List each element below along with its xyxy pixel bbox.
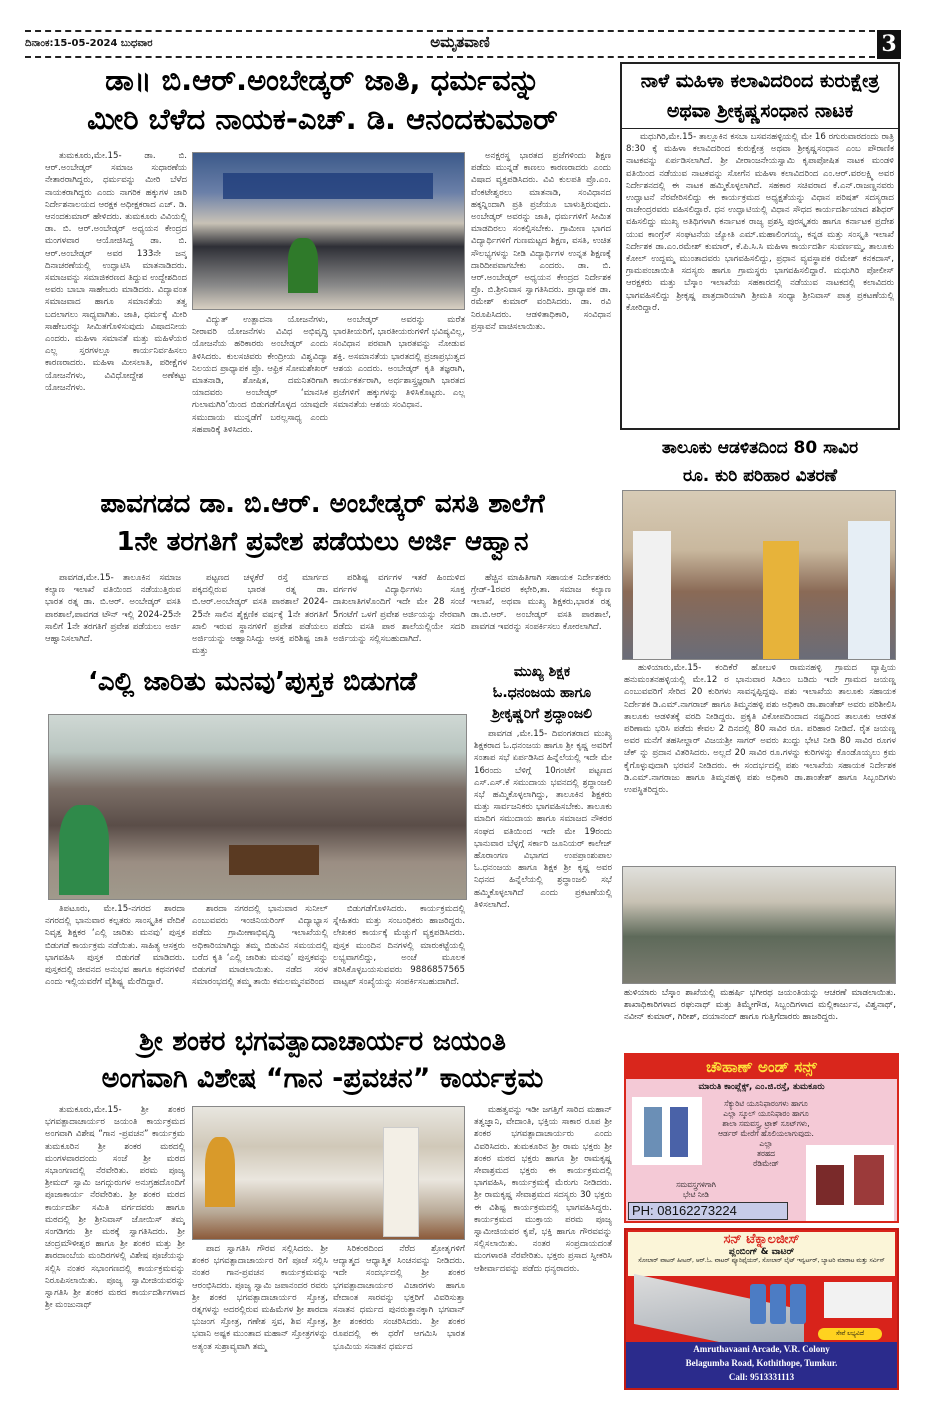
- ad-title: ಸನ್ ಟೆಕ್ನಾಲಜೀಸ್: [723, 1232, 800, 1247]
- ad-text: ರೆಡಿಮೇಡ್: [753, 1159, 779, 1168]
- headline-tribute: [472, 662, 612, 725]
- school-kids-image: [806, 1145, 894, 1221]
- person: [763, 541, 799, 660]
- body-text: ಪಾದ ಸ್ವಾಗತಿಸಿ ಗೌರವ ಸಲ್ಲಿಸಿದರು. ಶ್ರೀ ಶಂಕರ ಭಗವತ್ಪಾದಾಚಾರ್ಯರ ರಿಗೆ ಪೂಜೆ ಸಲ್ಲಿಸಿ ನಂತರ ಗಾನ-ಪ್ರವಚನ ಕಾರ್ಯಕ್ರಮವನ್ನು ಆರಂಭಿಸಿದರು. ಪೂಜ್ಯ ಸ್ವಾಮಿ ಜಪಾನಂದರ ರವರು ಶ್ರೀ ಶಂಕರ ಭಗವತ್ಪಾದಾಚಾರ್ಯರ ಸ್ತೋತ್ರ, ರತ್ನಗಳನ್ನು ಅದರಲ್ಲಿರುವ ಮಹಿಮೆಗಳ ಶ್ರೀ ಶಾರದಾ ಭುಜಂಗ ಸ್ತೋತ್ರ, ಗಣೇಶ ಸ್ತವ, ಶಿವ ಸ್ತೋತ್ರ, ಭವಾನಿ ಅಷ್ಟಕ ಮುಂತಾದ ಮಹಾನ್ ಸ್ತೋತ್ರಗಳನ್ನು ಅತ್ಯಂತ ಸುಶ್ರಾವ್ಯವಾಗಿ ತಮ್ಮ: [192, 1244, 328, 1352]
- body-text: ವಿದ್ಯುತ್ ಉತ್ಪಾದನಾ ಯೋಜನೆಗಳು, ನೀರಾವರಿ ಯೋಜನೆಗಳು ವಿವಿಧ ಅಭಿವೃದ್ಧಿ ಯೋಜನೆಯ ಹರಿಕಾರರು ಅಂಬೇಡ್ಕರ್ ಎಂದು ತಿಳಿಸಿದರು. ಕುಲಸಚಿವರು ಕೇಂದ್ರೀಯ ವಿಶ್ವವಿದ್ಯಾ ನಿಲಯದ ಪ್ರಾಧ್ಯಾಪಕ ಪ್ರೊ. ಆಫ್ರಿಕ ಸೋಮಶೇಖರ್ ಮಾತನಾಡಿ, ಶೋಷಿತ, ದಮನಿತರಿಗಾಗಿ ಯಾದವರು ಅಂಬೇಡ್ಕರ್ ‘ಮಾನಸಿಕ ಗುಲಾಮಗಿರಿ’ಯಿಂದ ಬಿಡುಗಡೆಗೊಳ್ಳದ ಯಾವುದೇ ಸಮುದಾಯ ಮುನ್ನಡೆಗೆ ಬರಲ್ಲಸಾಧ್ಯ ಎಂದು ಸಹಪಾಠಿಕ್ಕೆ ತಿಳಿಸಿದರು.: [192, 315, 328, 435]
- body-text: ಮಧುಗಿರಿ,ಮೇ.15- ತಾಲ್ಲೂಕಿನ ಕಸಬಾ ಬಸವನಹಳ್ಳಿಯಲ್ಲಿ ಮೇ 16 ರಗುರುವಾರದಂದು ರಾತ್ರಿ 8:30 ಕ್ಕೆ ಮಹಿಳಾ ಕಲಾವಿದರಿಂದ ಕುರುಕ್ಷೇತ್ರ ಅಥವಾ ಶ್ರೀಕೃಷ್ಣಸಂಧಾನ ಎಂಬ ಪೌರಾಣಿಕ ನಾಟಕವನ್ನು ಏರ್ಪಡಿಸಲಾಗಿದೆ. ಶ್ರೀ ವೀರಾಂಜನೇಯಸ್ವಾಮಿ ಕೃಪಾಪೋಷಿತ ನಾಟಕ ಮಂಡಳಿ ವತಿಯಿಂದ ನಡೆಯುವ ನಾಟಕವನ್ನು ಸೋಗೆನ ಮಹಿಳಾ ಕಲಾವಿದರಿಂದ ಎಂ.ಆರ್.ವರಲಕ್ಷ್ಮಿ ಅವರ ನಿರ್ದೇಶನದಲ್ಲಿ ಈ ನಾಟಕ ಹಮ್ಮಿಕೊಳ್ಳಲಾಗಿದೆ. ಸಹಕಾರ ಸಚಿವರಾದ ಕೆ.ಎನ್.ರಾಜಣ್ಣನವರು ಉದ್ಘಾಟನೆ ನೆರವೇರಿಸಲಿದ್ದು ಈ ಕಾರ್ಯಕ್ರಮದ ಅಧ್ಯಕ್ಷತೆಯನ್ನು ವಿಧಾನ ಪರಿಷತ್ ಸದಸ್ಯರಾದ ರಾಜೇಂದ್ರರವರು ವಹಿಸಲಿದ್ದಾರೆ. ಧನ ಉದ್ಘಾಟಿಯಲ್ಲಿ ವಿಧಾನ ಸೌಧದ ಕಾರ್ಯದರ್ಶಿಯಾದ ಶಶಿಧರ್ ವಹಿಸಲಿದ್ದು ಮುಖ್ಯ ಅತಿಥಿಗಳಾಗಿ ಕರ್ನಾಟಕ ರಾಜ್ಯ ಪ್ರಶಸ್ತಿ ಪುರಸ್ಕೃತರು ಹಾಗೂ ಕರ್ನಾಟಕ ಪ್ರದೇಶ ಯುವ ಕಾಂಗ್ರೆಸ್ ಸಂಘಟನೆಯ ಜ್ಯೋತಿ ಎಮ್.ಮಹಾಲಿಂಗಯ್ಯ, ಕನ್ನಡ ಮತ್ತು ಸಂಸ್ಕೃತಿ ಇಲಾಖೆ ನಿರ್ದೇಶಕ ಡಾ.ಎಂ.ರಮೇಶ್ ಕುಮಾರ್, ಕೆ.ಪಿ.ಸಿ.ಸಿ ಮಹಿಳಾ ಕಾರ್ಯದರ್ಶಿ ಸುವರ್ಣಮ್ಮ, ತಾಲೂಕು ಕೋಲ್ ಉದ್ದಮ್ಮ ಮುಂತಾದವರು ಭಾಗವಹಿಸಲಿದ್ದು, ಪ್ರಧಾನ ವ್ಯವಸ್ಥಾಪಕ ರಮೇಶ್ ಕನಕದಾಸ್, ಗ್ರಾಮಪಂಚಾಯಿತಿ ಸದಸ್ಯರು ಹಾಗೂ ಗ್ರಾಮಸ್ಥರು ಭಾಗವಹಿಸಲಿದ್ದಾರೆ. ಮಧುಗಿರಿ ಪೋಲೀಸ್ ಆರಕ್ಷಕರು ಮತ್ತು ಬೆಸ್ಕಾಂ ಇಲಾಖೆಯ ಸಹಕಾರದಲ್ಲಿ ನಡೆಯುವ ನಾಟಕದಲ್ಲಿ ಕಲಾವಿದರು ಭಾಗವಹಿಸಲಿದ್ದು ಶ್ರೀಕೃಷ್ಣ ಪಾತ್ರದಾರಿಯಾಗಿ ಶ್ರೀಮತಿ ಸಂಧ್ಯಾ ಶ್ರೀನಿವಾಸ್ ಪಾತ್ರ ಪ್ರಕಟಣೆಯಲ್ಲಿ ಕೋರಿದ್ದಾರೆ.: [626, 132, 894, 313]
- filter-image: [770, 1284, 786, 1324]
- ad-address: Amruthavaani Arcade, V.R. Colony: [693, 1344, 830, 1354]
- filter-image: [790, 1284, 806, 1324]
- ad-text: ತರಹದ: [757, 1149, 775, 1158]
- body-text: ತುಮಕೂರು,ಮೇ.15- ಶ್ರೀ ಶಂಕರ ಭಗವತ್ಪಾದಾಚಾರ್ಯರ ಜಯಂತಿ ಕಾರ್ಯಕ್ರಮದ ಅಂಗವಾಗಿ ವಿಶೇಷ “ಗಾನ -ಪ್ರವಚನ” ಕಾರ್ಯಕ್ರಮ ತುಮಕೂರಿನ ಶ್ರೀ ಶಂಕರ ಮಠದಲ್ಲಿ ಮಂಗಳವಾರದಂದು ಸಂಜೆ ಶ್ರೀ ಮಠದ ಸಭಾಂಗಣದಲ್ಲಿ ನೆರವೇರಿತು. ಪರಮ ಪೂಜ್ಯ ಶ್ರೀಮದ್ ಸ್ವಾಮಿ ಜಗದ್ಗುರುಗಳ ಅನುಗ್ರಹದೊಂದಿಗೆ ಪೂಜಾಕಾರ್ಯ ನೆರವೇರಿತು. ಶ್ರೀ ಶಂಕರ ಮಠದ ಕಾರ್ಯದರ್ಶಿ ಸಮಿತಿ ವರ್ಗದವರು ಹಾಗೂ ಮಠದಲ್ಲಿ ಶ್ರೀ ಶ್ರೀನಿವಾಸ್ ಜೋಯಿಸ್ ತಮ್ಮ ಸಂಗಡಿಗರು ಶ್ರೀ ಮಠಕ್ಕೆ ಸ್ವಾಗತಿಸಿದರು. ಶ್ರೀ ಚಂದ್ರಮೌಳೀಶ್ವರ ಹಾಗೂ ಶ್ರೀ ಶಂಕರ ಮತ್ತು ಶ್ರೀ ಶಾರದಾಂಬೆಯ ಮಂದಿರಗಳಲ್ಲಿ ವಿಶೇಷ ಪೂಜೆಯನ್ನು ಸಲ್ಲಿಸಿ ನಂತರ ಸಭಾಂಗಣದಲ್ಲಿ ಕಾರ್ಯಕ್ರಮವನ್ನು ನಿರೂಪಿಸಲಾಯಿತು. ಪೂಜ್ಯ ಸ್ವಾಮೀಜಿಯವರನ್ನು ಸ್ವಾಗತಿಸಿ ಶ್ರೀ ಶಂಕರ ಮಠದ ಕಾರ್ಯದರ್ಶಿಗಳಾದ ಶ್ರೀ ಮಂಜುನಾಥ್: [45, 1105, 185, 1311]
- headline-line: ಪಾವಗಡದ ಡಾ. ಬಿ.ಆರ್. ಅಂಬೇಡ್ಕರ್ ವಸತಿ ಶಾಲೆಗೆ: [100, 489, 545, 519]
- body-text: ಸಿರಿಕಂಠದಿಂದ ನೆರೆದ ಶ್ರೋತೃಗಳಿಗೆ ಆದ್ಯಾತ್ಮದ ಆಧ್ಯಾತ್ಮಿಕ ಸಿಂಚನವನ್ನು ನೀಡಿದರು. ಇದೇ ಸಂದರ್ಭದಲ್ಲಿ ಶ್ರೀ ಶಂಕರ ಭಗವತ್ಪಾದಾಚಾರ್ಯರ ವಿಚಾರಗಳು ಹಾಗೂ ವೇದಾಂತ ಸಾರವನ್ನು ಭಕ್ತರಿಗೆ ವಿವರಿಸುತ್ತಾ ಸನಾತನ ಧರ್ಮದ ಪುನರುತ್ಥಾನಕ್ಕಾಗಿ ಭಗವಾನ್ ಶ್ರೀ ಶಂಕರರು ಸಂಚರಿಸಿದರು. ಶ್ರೀ ಶಂಕರ ರೂಪದಲ್ಲಿ ಈ ಧರೆಗೆ ಆಗಮಿಸಿ ಭಾರತ ಭೂಮಿಯ ಸನಾತನ ಧರ್ಮದ: [333, 1244, 465, 1352]
- article-drama-body: [626, 131, 894, 427]
- article-shankara-col1: [45, 1104, 185, 1392]
- person: [59, 805, 109, 895]
- ad-sun-technologies[interactable]: [624, 1228, 899, 1390]
- ad-address: ಮಾರುತಿ ಕಾಂಪ್ಲೆಕ್ಸ್, ಎಂ.ಜಿ.ರಸ್ತೆ, ತುಮಕೂರು: [698, 1082, 825, 1092]
- headline-sheep-compensation: [620, 434, 900, 490]
- photo-book-release: [48, 714, 467, 900]
- article-school-col4: [471, 572, 611, 662]
- photo-shankara-event: [192, 1106, 465, 1240]
- top-rule: [25, 30, 875, 32]
- headline-line: ನಾಳೆ ಮಹಿಳಾ ಕಲಾವಿದರಿಂದ ಕುರುಕ್ಷೇತ್ರ: [640, 70, 880, 92]
- photo-compensation-handover: [622, 490, 896, 660]
- ad-footer: [626, 1342, 897, 1388]
- uniform-kids-image: [632, 1097, 702, 1165]
- body-text: ಹೆಚ್ಚಿನ ಮಾಹಿತಿಗಾಗಿ ಸಹಾಯಕ ನಿರ್ದೇಶಕರು ಗ್ರೇಡ್-1ರವರ ಕಛೇರಿ,ತಾ. ಸಮಾಜ ಕಲ್ಯಾಣ ಇಲಾಖೆ, ಅಥವಾ ಮುಖ್ಯ ಶಿಕ್ಷಕರು,ಭಾರತ ರತ್ನ ಡಾ.ಬಿ.ಆರ್. ಅಂಬೇಡ್ಕರ್ ವಸತಿ ಪಾಠಶಾಲೆ, ಪಾವಗಡ ಇವರನ್ನು ಸಂಪರ್ಕಿಸಲು ಕೋರಲಾಗಿದೆ.: [471, 573, 611, 632]
- article-ambedkar-col4: [471, 150, 611, 480]
- article-ambedkar-col3: [333, 314, 465, 480]
- headline-line: 1ನೇ ತರಗತಿಗೆ ಪ್ರವೇಶ ಪಡೆಯಲು ಅರ್ಜಿ ಆಹ್ವಾನ: [116, 526, 529, 557]
- body-text: ಅನಕ್ಷರಸ್ಥ ಭಾರತದ ಪ್ರಜೆಗಳಿಂದು ಶಿಕ್ಷಣ ಪಡೆದು ಮುನ್ನಡೆ ಕಾಣಲು ಕಾರಣರಾದರು ಎಂದು ವಿಷಾದ ವ್ಯಕ್ತಪಡಿಸಿದರು. ವಿವಿ ಕುಲಪತಿ ಪ್ರೊ.ಎಂ. ವೆಂಕಟೇಶ್ವರಲು ಮಾತನಾಡಿ, ಸಂವಿಧಾನದ ಹಕ್ಕನ್ನಿಂದಾಗಿ ಪ್ರತಿ ಪ್ರಜೆಯೂ ಬಾಳುತ್ತಿರುವುದು. ಅಂಬೇಡ್ಕರ್ ಅವರನ್ನು ಜಾತಿ, ಧರ್ಮಗಳಿಗೆ ಸೀಮಿತ ಮಾಡದಿರಲು ಸಂಕಲ್ಪಿಸಬೇಕು. ಗ್ರಾಮೀಣ ಭಾಗದ ವಿದ್ಯಾರ್ಥಿಗಳಿಗೆ ಗುಣಮಟ್ಟದ ಶಿಕ್ಷಣ, ವಸತಿ, ಉಚಿತ ಸೌಲಭ್ಯಗಳನ್ನು ನೀಡಿ ವಿದ್ಯಾರ್ಥಿಗಳ ಉನ್ನತ ಶಿಕ್ಷಣಕ್ಕೆ ದಾರಿದೀಪವಾಗಬೇಕು ಎಂದರು. ಡಾ. ಬಿ. ಆರ್.ಅಂಬೇಡ್ಕರ್ ಅಧ್ಯಯನ ಕೇಂದ್ರದ ನಿರ್ದೇಶಕ ಪ್ರೊ. ಬಿ.ಶ್ರೀನಿವಾಸ ಸ್ವಾಗತಿಸಿದರು. ಪ್ರಾಧ್ಯಾಪಕ ಡಾ. ರಮೇಶ್ ಕುಮಾರ್ ವಂದಿಸಿದರು. ಡಾ. ರವಿ ನಿರೂಪಿಸಿದರು. ಆಡಳಿತಾಧಿಕಾರಿ, ಸಂವಿಧಾನ ಪ್ರಸ್ತಾವನೆ ವಾಚಿಸಲಾಯಿತು.: [471, 151, 611, 332]
- ad-subtitle: ಪ್ಲಂಬಿಂಗ್ & ವಾಟರ್: [728, 1247, 795, 1257]
- headline-line: ಶ್ರೀ ಶಂಕರ ಭಗವತ್ಪಾದಾಚಾರ್ಯರ ಜಯಂತಿ: [139, 1026, 506, 1057]
- ad-visit-text: [646, 1180, 746, 1200]
- article-shankara-col2: [192, 1243, 328, 1391]
- article-ambedkar-col2: [192, 314, 328, 480]
- headline-line: ತಾಲೂಕು ಆಡಳಿತದಿಂದ 80 ಸಾವಿರ: [661, 438, 859, 458]
- person: [848, 521, 890, 660]
- article-compensation-body: [624, 662, 896, 862]
- issue-date: ದಿನಾಂಕ:15-05-2024 ಬುಧವಾರ: [25, 38, 153, 49]
- headline-line: ಶ್ರೀಕೃಷ್ಣರಿಗೆ ಶ್ರದ್ಧಾಂಜಲಿ: [491, 706, 593, 722]
- headline-drama: [622, 66, 898, 126]
- body-text: ಮಹತ್ವವನ್ನು ಇಡೀ ಜಗತ್ತಿಗೆ ಸಾರಿದ ಮಹಾನ್ ತತ್ವಜ್ಞಾನಿ, ವೇದಾಂತಿ, ಭಕ್ತಿಯ ಸಾಕಾರ ರೂಪ ಶ್ರೀ ಶಂಕರ ಭಗವತ್ಪಾದಾಚಾರ್ಯರು ಎಂದು ವಿವರಿಸಿದರು. ತುಮಕೂರಿನ ಶ್ರೀ ರಾಮ ಭಕ್ತರು ಶ್ರೀ ಶಂಕರ ಮಠದ ಭಕ್ತರು ಹಾಗೂ ಶ್ರೀ ರಾಮಕೃಷ್ಣ ಸೇವಾಶ್ರಮದ ಭಕ್ತರು ಈ ಕಾರ್ಯಕ್ರಮದಲ್ಲಿ ಭಾಗವಹಿಸಿ, ಕಾರ್ಯಕ್ರಮಕ್ಕೆ ಮೆರುಗು ನೀಡಿದರು. ಶ್ರೀ ರಾಮಕೃಷ್ಣ ಸೇವಾಶ್ರಮದ ಸದಸ್ಯರು 30 ಭಕ್ತರು ಈ ವಿಶಿಷ್ಟ ಕಾರ್ಯಕ್ರಮದಲ್ಲಿ ಭಾಗವಹಿಸಿದ್ದರು. ಕಾರ್ಯಕ್ರಮದ ಮುಕ್ತಾಯ ಪರಮ ಪೂಜ್ಯ ಸ್ವಾಮೀಜಿಯವರ ಕೃಪೆ, ಭಕ್ತಿ ಹಾಗೂ ಗೌರವವನ್ನು ಸಲ್ಲಿಸಲಾಯಿತು. ನಂತರ ಸಂಪ್ರದಾಯದಂತೆ ಮಂಗಳಾರತಿ ನೆರವೇರಿತು. ಭಕ್ತರು ಪ್ರಸಾದ ಸ್ವೀಕರಿಸಿ ಆಶೀರ್ವಾದವನ್ನು ಪಡೆದು ಧನ್ಯರಾದರು.: [474, 1105, 612, 1274]
- body-text: ಹುಳಿಯಾರು,ಮೇ.15- ಕಂದಿಕೆರೆ ಹೋಬಳಿ ರಾಮನಹಳ್ಳಿ ಗ್ರಾಮದ ವ್ಯಾಪ್ತಿಯ ಹನುಮಂತನಹಳ್ಳಿಯಲ್ಲಿ ಮೇ.12 ರ ಭಾನುವಾರ ಸಿಡಿಲು ಬಡಿದು ಇದೇ ಗ್ರಾಮದ ಜಯಣ್ಣ ಎಂಬುವವರಿಗೆ ಸೇರಿದ 20 ಕುರಿಗಳು ಸಾವನ್ನಪ್ಪಿದ್ದವು. ಪಶು ಇಲಾಖೆಯ ತಾಲೂಕು ಸಹಾಯಕ ನಿರ್ದೇಶಕ ಡಿ.ಎಮ್.ನಾಗರಾಜ್ ಹಾಗೂ ತಿಮ್ಮನಹಳ್ಳಿ ಪಶು ಅಧಿಕಾರಿ ಡಾ.ಶಾಂತೇಶ್ ಅವರು ಪರಿಶೀಲಿಸಿ ತಾಲೂಕು ಆಡಳಿತಕ್ಕೆ ವರದಿ ನೀಡಿದ್ದರು. ಪ್ರಕೃತಿ ವಿಕೋಪದಿಂದಾದ ನಷ್ಟದಿಂದ ತಾಲೂಕು ಆಡಳಿತ ಪರಿಣಾಮ ಭರಿಸಿ ಪಡೆದು ಕೇವಲ 2 ದಿನದಲ್ಲಿ 80 ಸಾವಿರ ರೂ. ಪರಿಹಾರ ನೀಡಿದೆ. ರೈತ ಜಯಣ್ಣ ಅವರ ಮನೆಗೆ ತಹಸೀಲ್ದಾರ್ ವಿಜಯಶ್ರೀ ಸಾಗರ್ ಅವರು ಖುದ್ದು ಭೇಟಿ ನೀಡಿ 80 ಸಾವಿರ ರೂಗಳ ಚೆಕ್ ನ್ನು ಪ್ರದಾನ ವಿತರಿಸಿದರು. ಅಲ್ಲದೆ 20 ಸಾವಿರ ರೂ.ಗಳನ್ನು ಕುರಿಗಳನ್ನು ಕೊಂಡೊಯ್ಯಲು ಕ್ರಮ ಕೈಗೊಳ್ಳುವುದಾಗಿ ಭರವಸೆ ನೀಡಿದರು. ಈ ಸಂದರ್ಭದಲ್ಲಿ ಪಶು ಇಲಾಖೆಯ ಸಹಾಯಕ ನಿರ್ದೇಶಕ ಡಿ.ಎಮ್.ನಾಗರಾಜು ಹಾಗೂ ತಿಮ್ಮನಹಳ್ಳಿ ಪಶು ಅಧಿಕಾರಿ ಡಾ.ಶಾಂತೇಶ್ ಹಾಗೂ ಸಿಬ್ಬಂದಿಗಳು ಉಪಸ್ಥಿತರಿದ್ದರು.: [624, 663, 896, 796]
- body-text: ಪಾವಗಡ ,ಮೇ.15- ದಿವಂಗತರಾದ ಮುಖ್ಯ ಶಿಕ್ಷಕರಾದ ಓ.ಧನಂಜಯ ಹಾಗೂ ಶ್ರೀ ಕೃಷ್ಣ ಅವರಿಗೆ ಸಂತಾಪ ಸಭೆ ಏರ್ಪಡಿಸಿದ ಹಿನ್ನೆಲೆಯಲ್ಲಿ ಇದೇ ಮೇ 16ರಂದು ಬೆಳಿಗ್ಗೆ 10ಗಂಟೆಗೆ ಪಟ್ಟಣದ ಎಸ್.ಎಸ್.ಕೆ ಸಮುದಾಯ ಭವನದಲ್ಲಿ ಶ್ರದ್ಧಾಂಜಲಿ ಸಭೆ ಹಮ್ಮಿಕೊಳ್ಳಲಾಗಿದ್ದು, ತಾಲೂಕಿನ ಶಿಕ್ಷಕರು ಮತ್ತು ಸಾರ್ವಜನಿಕರು ಭಾಗವಹಿಸಬೇಕು. ತಾಲೂಕು ಮಾದಿಗ ಸಮುದಾಯ ಹಾಗೂ ಸಮಾಜದ ನೌಕರರ ಸಂಘದ ವತಿಯಿಂದ ಇದೇ ಮೇ 19ರಂದು ಭಾನುವಾರ ಬೆಳ್ಳಗ್ಗೆ ಸರ್ಕಾರಿ ಜೂನಿಯರ್ ಕಾಲೇಜ್ ಹೊರಾಂಗಣ ವಿಭಾಗದ ಉಪಪ್ರಾಂಶುಪಾಲ ಓ.ಧನಂಜಯ ಹಾಗೂ ಶಿಕ್ಷಕ ಶ್ರೀ ಕೃಷ್ಣ ಅವರ ನಿಧನದ ಹಿನ್ನೆಲೆಯಲ್ಲಿ ಶ್ರದ್ಧಾಂಜಲಿ ಸಭೆ ಹಮ್ಮಿಕೊಳ್ಳಲಾಗಿದೆ ಎಂದು ಪ್ರಕಟಣೆಯಲ್ಲಿ ತಿಳಿಸಲಾಗಿದೆ.: [474, 729, 612, 910]
- deity-altar: [205, 1137, 235, 1207]
- ad-text: ಎಲ್ಲಾ: [759, 1139, 773, 1148]
- body-text: ಪರಿಶಿಷ್ಟ ವರ್ಗಗಳ ಇತರೆ ಹಿಂದುಳಿದ ವರ್ಗಗಳ ವಿದ್ಯಾರ್ಥಿಗಳು ಸೂಕ್ತ ದಾಖಲಾತಿಗಳೊಂದಿಗೆ ಇದೇ ಮೇ 28 ಸಂಜೆ 5ಗಂಟೆಗೆ ಒಳಗೆ ಪ್ರವೇಶ ಅರ್ಜಿಯನ್ನು ನೇರವಾಗಿ ಪಡೆದು ವಸತಿ ಪಾಠ ಶಾಲೆಯಲ್ಲಿಯೇ ಸದರಿ ಅರ್ಜಿಯನ್ನು ಸಲ್ಲಿಸಬಹುದಾಗಿದೆ.: [333, 573, 465, 645]
- newspaper-name: ಅಮೃತವಾಣಿ: [430, 33, 490, 51]
- ad-text: ಎಲ್ಲಾ ಸ್ಕೂಲ್ ಯೂನಿಫಾರಂ ಹಾಗೂ: [723, 1109, 809, 1118]
- ad-text: ಶಾಲಾ ಸಮವಸ್ತ್ರ, ಟ್ರಾಕ್ ಸೂಟ್‌ಗಳು,: [722, 1119, 810, 1128]
- headline-line: ಮೀರಿ ಬೆಳೆದ ನಾಯಕ-ಎಚ್. ಡಿ. ಆನಂದಕುಮಾರ್: [87, 102, 558, 137]
- ad-description: ಸೋಲಾರ್ ವಾಟರ್ ಹೀಟರ್, ಆರ್.ಓ. ವಾಟರ್ ಪ್ಯೂರಿಫೈಯರ್, ಸೋಲಾರ್ ಲೈಟ್ ಇನ್ವರ್ಟರ್, ಬ್ಯಾಟರಿ ಮಾರಾಟ ಮತ್ತು ಸರ್ವಿಸ್: [638, 1257, 885, 1264]
- headline-line: ಓ.ಧನಂಜಯ ಹಾಗೂ: [492, 685, 592, 701]
- body-text: ತುಮಕೂರು,ಮೇ.15- ಡಾ. ಬಿ. ಆರ್.ಅಂಬೇಡ್ಕರ್ ಸಮಾಜ ಸುಧಾರಣೆಯ ನೇತಾರರಾಗಿದ್ದರು, ಧರ್ಮವನ್ನು ಮೀರಿ ಬೆಳೆದ ನಾಯಕರಾಗಿದ್ದರು ಎಂದು ನಾಗರಿಕ ಹಕ್ಕುಗಳ ಜಾರಿ ನಿರ್ದೇಶನಾಲಯದ ಆರಕ್ಷಕ ಅಧೀಕ್ಷಕರಾದ ಎಚ್. ಡಿ. ಆನಂದಕುಮಾರ್ ಹೇಳಿದರು. ತುಮಕೂರು ವಿವಿಯಲ್ಲಿ ಡಾ. ಬಿ. ಆರ್.ಅಂಬೇಡ್ಕರ್ ಅಧ್ಯಯನ ಕೇಂದ್ರದ ಮಂಗಳವಾರ ಆಯೋಜಿಸಿದ್ದ ಡಾ. ಬಿ. ಆರ್.ಅಂಬೇಡ್ಕರ್ ಅವರ 133ನೇ ಜನ್ಮ ದಿನಾಚರಣೆಯಲ್ಲಿ ಉದ್ಘಾಟಿಸಿ ಮಾತನಾಡಿದರು. ಸಮಾಜವನ್ನು ಸಮಾಜಿಕರಣದ ತಿದ್ದುವ ಉದ್ದೇಶದಿಂದ ಅವರು ಬಾಬಾ ಸಾಹೇಬರು ಮಾಡಿದರು. ವಿದ್ಯಾವಂತ ಸಮಾಜವಾದ ಹಾಗೂ ಸಮಾನತೆಯ ತತ್ವ ಬದಲಾಗಲು ಸಾಧ್ಯವಾಗಿತು. ಜಾತಿ, ಧರ್ಮಕ್ಕೆ ಮೀರಿ ಸಾಹೇಬರನ್ನು ಸೀಮಿತಗೊಳಿಸುವುದು ವಿಷಾದನೀಯ ಎಂದರು. ಮಹಿಳಾ ಸಮಾನತೆ ಮತ್ತು ಮಹಿಳೆಯರ ಎಲ್ಲ ಸ್ತರಗಳಲ್ಲೂ ಕಾರ್ಯನಿರ್ವಹಿಸಲು ಕಾರಣರಾದರು. ಮಹಿಳಾ ಮೀಸಲಾತಿ, ಪರೀಕ್ಷೆಗಳ ಯೋಜನೆಗಳು, ವಿವಿಧೋದ್ದೇಶ ಅಣೆಕಟ್ಟು ಯೋಜನೆಗಳು.: [45, 151, 187, 393]
- headline-line: ಮುಖ್ಯ ಶಿಕ್ಷಕ: [513, 664, 571, 680]
- headline-pavagada-school: [30, 490, 615, 558]
- article-book-col2: [192, 903, 328, 1018]
- article-school-col2: [192, 572, 328, 662]
- event-banner: [223, 173, 433, 199]
- page-number: 3: [877, 30, 901, 59]
- ad-badge: ಸೇವೆ ಲಭ್ಯವಿದೆ: [818, 1328, 882, 1340]
- masthead-rule: [25, 56, 875, 58]
- ad-text: ಸೆಕ್ಯುರಿಟಿ ಯೂನಿಫಾರಂಗಳು ಹಾಗೂ: [724, 1099, 808, 1108]
- article-tribute-body: [474, 728, 612, 1020]
- body-text: ಬಿಡುಗಡೆಗೊಳಿಸಿದರು. ಕಾರ್ಯಕ್ರಮದಲ್ಲಿ ಸ್ನೇಹಿತರು ಮತ್ತು ಸಂಬಂಧಿಕರು ಹಾಜರಿದ್ದರು. ಲೇಖಕರ ಕಾರ್ಯಕ್ಕೆ ಮೆಚ್ಚುಗೆ ವ್ಯಕ್ತಪಡಿಸಿದರು. ಪುಸ್ತಕ ಮುಂದಿನ ದಿನಗಳಲ್ಲಿ ಮಾರುಕಟ್ಟೆಯಲ್ಲಿ ಲಭ್ಯವಾಗಲಿದ್ದು, ಅಂಚೆ ಮೂಲಕ ತರಿಸಿಕೊಳ್ಳಬಯಸುವವರು 9886857565 ವಾಟ್ಸಪ್ ಸಂಖ್ಯೆಯನ್ನು ಸಂಪರ್ಕಿಸಬಹುದಾಗಿದೆ.: [333, 904, 465, 988]
- body-text: ಶಾರದಾ ನಗರದಲ್ಲಿ ಭಾನುವಾರ ಸುನೀಲ್ ಎಂಬುವವರು ಇಂಜಿನಿಯರಿಂಗ್ ವಿದ್ಯಾಭ್ಯಾಸ ಪಡೆದು ಗ್ರಾಮೀಣಾಭಿವೃದ್ಧಿ ಇಲಾಖೆಯಲ್ಲಿ ಅಧಿಕಾರಿಯಾಗಿದ್ದು ತಮ್ಮ ಬಿಡುವಿನ ಸಮಯದಲ್ಲಿ ಬರೆದ ಕೃತಿ ‘ಎಲ್ಲಿ ಜಾರಿತು ಮನವು’ ಪುಸ್ತಕವನ್ನು ಬಿಡುಗಡೆ ಮಾಡಲಾಯಿತು. ನಡೆದ ಸರಳ ಸಮಾರಂಭದಲ್ಲಿ ತಮ್ಮ ತಾಯಿ ಕಮಲಮ್ಮನವರಿಂದ: [192, 904, 328, 988]
- article-book-col3: [333, 903, 465, 1018]
- person: [633, 531, 671, 660]
- body-text: ಅಂಬೇಡ್ಕರ್ ಅವರನ್ನು ಮರೆತ ಭಾರತೀಯರಿಗೆ, ಭಾರತೀಯರುಗಳಿಗೆ ಭವಿಷ್ಯವಿಲ್ಲ, ಸಂವಿಧಾನ ಪರವಾಗಿ ಭಾರತವನ್ನು ನೋಡುವ ಶಕ್ತಿ. ಅಸಮಾನತೆಯ ಭಾರತದಲ್ಲಿ ಪ್ರಜಾಪ್ರಭುತ್ವದ ಆಶಯ ಎಂದರು. ಅಂಬೇಡ್ಕರ್ ಕೃತಿ ತಜ್ಞರಾಗಿ, ಕಾರ್ಯಕರ್ತರಾಗಿ, ಅರ್ಥಶಾಸ್ತ್ರಜ್ಞರಾಗಿ ಭಾರತದ ಪ್ರಜೆಗಳಿಗೆ ಹಕ್ಕುಗಳನ್ನು ತಿಳಿಸಿಕೊಟ್ಟರು. ಎಲ್ಲ ಸಮಾನತೆಯ ಆಶಯ ಸಂವಿಧಾನ.: [333, 315, 465, 411]
- article-school-col3: [333, 572, 465, 662]
- article-ambedkar-col1: [45, 150, 187, 480]
- headline-line: ಅಥವಾ ಶ್ರೀಕೃಷ್ಣಸಂಧಾನ ನಾಟಕ: [666, 100, 854, 122]
- headline-shankara-jayanti: [30, 1026, 615, 1094]
- body-text: ತಿಪಟೂರು, ಮೇ.15-ನಗರದ ಶಾರದಾ ನಗರದಲ್ಲಿ ಭಾನುವಾರ ಕಲ್ಪತರು ಸಾಂಸ್ಕೃತಿಕ ವೇದಿಕೆ ನಿವೃತ್ತ ಶಿಕ್ಷಕರ ‘ಎಲ್ಲಿ ಜಾರಿತು ಮನವು’ ಪುಸ್ತಕ ಬಿಡುಗಡೆ ಕಾರ್ಯಕ್ರಮ ನಡೆಯಿತು. ಸಾಹಿತ್ಯ ಆಸಕ್ತರು ಭಾಗವಹಿಸಿ ಪುಸ್ತಕ ಬಿಡುಗಡೆ ಮಾಡಿದರು. ಪುಸ್ತಕದಲ್ಲಿ ಜೀವನದ ಅನುಭವ ಹಾಗೂ ಕಥನಗಳಿವೆ ಎಂದು ಇಲ್ಲಿಯವರೆಗೆ ವೈಶಿಷ್ಟ್ಯ ಮೆರೆದಿದ್ದಾರೆ.: [45, 904, 185, 988]
- divider: [622, 128, 898, 129]
- plant: [288, 238, 318, 293]
- ad-phone: PH: 08162273224: [628, 1202, 788, 1220]
- ad-text: ಭೇಟಿ ನೀಡಿ: [683, 1190, 709, 1199]
- body-text: ಪಟ್ಟಣದ ಚಳ್ಳಕೆರೆ ರಸ್ತೆ ಮಾರ್ಗದ ಪಕ್ಕದಲ್ಲಿರುವ ಭಾರತ ರತ್ನ ಡಾ. ಬಿ.ಆರ್.ಅಂಬೇಡ್ಕರ್ ವಸತಿ ಪಾಠಶಾಲೆ 2024-25ನೇ ಸಾಲಿನ ಶೈಕ್ಷಣಿಕ ವರ್ಷಕ್ಕೆ 1ನೇ ತರಗತಿಗೆ ಖಾಲಿ ಇರುವ ಸ್ಥಾನಗಳಿಗೆ ಪ್ರವೇಶ ಪಡೆಯಲು ಅರ್ಜಿಯನ್ನು ಆಹ್ವಾನಿಸಿದ್ದು ಆಸಕ್ತ ಪರಿಶಿಷ್ಟ ಜಾತಿ ಮತ್ತು: [192, 573, 328, 657]
- ad-text: ಸಮವಸ್ತ್ರಗಳಿಗಾಗಿ: [676, 1180, 716, 1189]
- article-book-col1: [45, 903, 185, 1018]
- headline-book-release: ‘ಎಲ್ಲಿ ಜಾರಿತು ಮನವು’ಪುಸ್ತಕ ಬಿಡುಗಡೆ: [88, 667, 417, 697]
- article-shankara-col4: [474, 1104, 612, 1392]
- headline-line: ರೂ. ಕುರಿ ಪರಿಹಾರ ವಿತರಣೆ: [682, 466, 838, 486]
- headline-ambedkar: [30, 64, 615, 137]
- ad-address: Belagumba Road, Kothithope, Tumkur.: [685, 1358, 838, 1368]
- headline-line: ಡಾ॥ ಬಿ.ಆರ್.ಅಂಬೇಡ್ಕರ್ ಜಾತಿ, ಧರ್ಮವನ್ನು: [105, 63, 540, 97]
- table: [229, 845, 319, 875]
- body-text: ಪಾವಗಡ,ಮೇ.15- ತಾಲೂಕಿನ ಸಮಾಜ ಕಲ್ಯಾಣ ಇಲಾಖೆ ವತಿಯಿಂದ ನಡೆಯುತ್ತಿರುವ ಭಾರತ ರತ್ನ ಡಾ. ಬಿ.ಆರ್. ಅಂಬೇಡ್ಕರ್ ವಸತಿ ಪಾಠಶಾಲೆ,ಪಾವಗಡ ಟೌನ್ ಇಲ್ಲಿ 2024-25ನೇ ಸಾಲಿಗೆ 1ನೇ ತರಗತಿಗೆ ಪ್ರವೇಶ ಪಡೆಯಲು ಅರ್ಜಿ ಆಹ್ವಾನಿಸಲಾಗಿದೆ.: [45, 573, 181, 645]
- ad-title: ಚೌಹಾಣ್ ಅಂಡ್ ಸನ್ಸ್: [626, 1055, 897, 1079]
- article-shankara-col3: [333, 1243, 465, 1391]
- filter-image: [750, 1284, 766, 1324]
- ad-text: ಆರ್ಡರ್ ಮೇರೆಗೆ ಹೊಲಿಯಲಾಗುವುದು.: [718, 1129, 814, 1138]
- ad-chauhan-sons[interactable]: [624, 1053, 899, 1223]
- headline-line: ಅಂಗವಾಗಿ ವಿಶೇಷ “ಗಾನ -ಪ್ರವಚನ” ಕಾರ್ಯಕ್ರಮ: [101, 1063, 544, 1095]
- photo-ambedkar-event: [192, 152, 465, 310]
- photo-caption-bescom: ಹುಳಿಯಾರು ಬೆಸ್ಕಾಂ ಶಾಖೆಯಲ್ಲಿ ಮಹರ್ಷಿ ಭಗೀರಥ ಜಯಂತಿಯನ್ನು ಆಚರಣೆ ಮಾಡಲಾಯಿತು. ಶಾಖಾಧಿಕಾರಿಗಳಾದ ರಘುನಾಥ್ ಮತ್ತು ತಿಮ್ಮೇಗೌಡ, ಸಿಬ್ಬಂದಿಗಳಾದ ಮಲ್ಲಿಕಾರ್ಜುನ, ವಿಶ್ವನಾಥ್, ನವೀನ್ ಕುಮಾರ್, ಗಿರೀಶ್, ದಯಾನಂದ್ ಹಾಗೂ ಗುತ್ತಿಗೆದಾರರು ಹಾಜರಿದ್ದರು.: [624, 988, 896, 1022]
- article-school-col1: [45, 572, 181, 662]
- ad-header: [628, 1232, 895, 1276]
- ad-phone: Call: 9513331113: [728, 1372, 795, 1382]
- photo-bhagiratha-jayanti: [622, 866, 896, 984]
- ro-purifier-image: [824, 1282, 892, 1318]
- person: [383, 1127, 419, 1237]
